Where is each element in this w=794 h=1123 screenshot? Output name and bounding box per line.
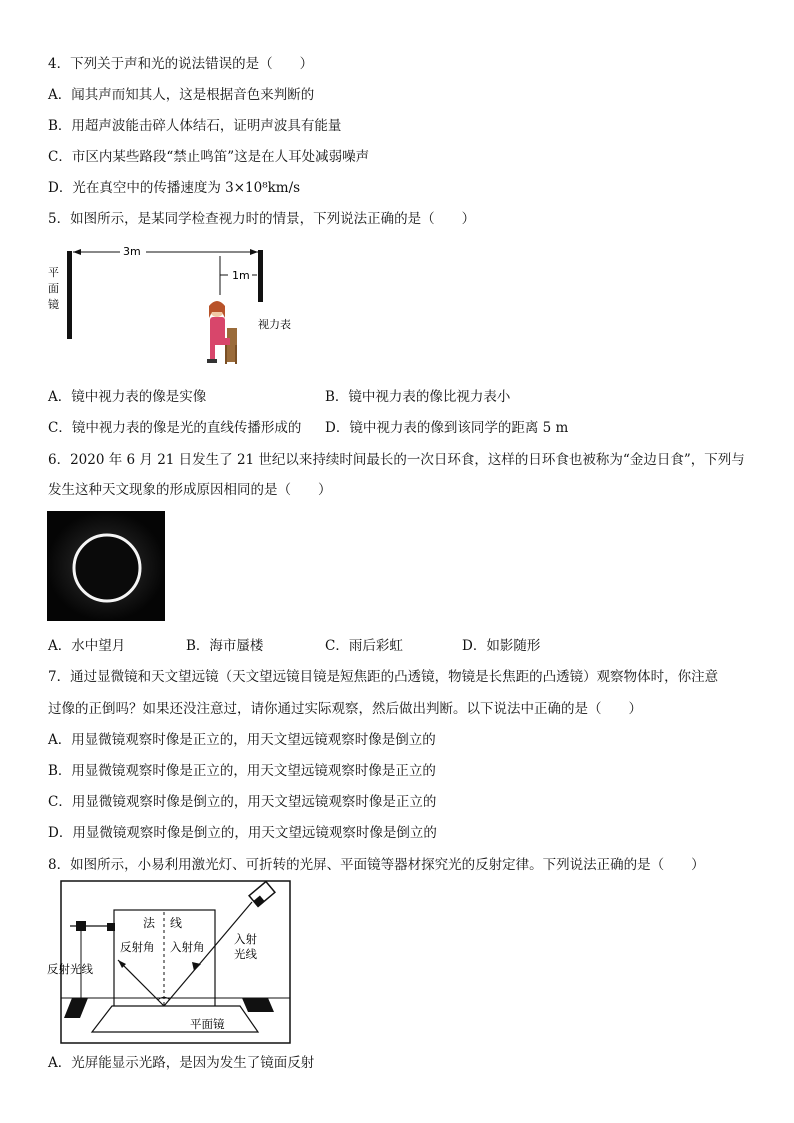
q5-option-d: D．镜中视力表的像到该同学的距离 5 m [325, 420, 569, 436]
q7-stem-line1: 7．通过显微镜和天文望远镜（天文望远镜目镜是短焦距的凸透镜，物镜是长焦距的凸透镜）观察物体时，你注意 [48, 669, 719, 685]
hinge [107, 923, 115, 931]
plane-mirror-base [92, 1006, 258, 1032]
arrow-head-right [250, 249, 258, 255]
eye-test-figure [44, 240, 324, 375]
incident-ray-label-1: 入射 [234, 932, 257, 946]
q6-option-d: D．如影随形 [462, 638, 541, 654]
arrow-head-left [73, 249, 81, 255]
foot-left [64, 998, 88, 1018]
distance-3m-label: 3m [123, 245, 141, 258]
laser-lamp [249, 882, 275, 907]
foot-right [242, 998, 274, 1012]
q4-stem: 4．下列关于声和光的说法错误的是（ ） [48, 56, 314, 72]
q4-option-c: C．市区内某些路段“禁止鸣笛”这是在人耳处减弱噪声 [48, 149, 370, 165]
q6-option-b: B．海市蜃楼 [186, 638, 264, 654]
q7-stem-line2: 过像的正倒吗？如果还没注意过，请你通过实际观察，然后做出判断。以下说法中正确的是（ ） [48, 701, 642, 717]
chart-label: 视力表 [258, 318, 291, 331]
incident-ray-label-2: 光线 [234, 947, 257, 961]
reflected-ray-label: 反射光线 [47, 962, 93, 976]
eye-chart [258, 250, 263, 302]
q7-option-b: B．用显微镜观察时像是正立的，用天文望远镜观察时像是正立的 [48, 763, 436, 779]
q8-stem: 8．如图所示，小易利用激光灯、可折转的光屏、平面镜等器材探究光的反射定律。下列说法正确的是（ ） [48, 857, 705, 873]
mirror-label-3: 镜 [48, 298, 59, 311]
q4-option-b: B．用超声波能击碎人体结石，证明声波具有能量 [48, 118, 342, 134]
q7-option-a: A．用显微镜观察时像是正立的，用天文望远镜观察时像是倒立的 [48, 732, 436, 748]
q6-option-c: C．雨后彩虹 [325, 638, 403, 654]
q7-option-d: D．用显微镜观察时像是倒立的，用天文望远镜观察时像是倒立的 [48, 825, 437, 841]
reflect-angle-label: 反射角 [120, 940, 155, 954]
q5-option-c: C．镜中视力表的像是光的直线传播形成的 [48, 420, 302, 436]
q4-option-d: D．光在真空中的传播速度为 3×10⁸km/s [48, 180, 301, 196]
q7-option-c: C．用显微镜观察时像是倒立的，用天文望远镜观察时像是正立的 [48, 794, 437, 810]
mirror-label: 平面镜 [190, 1017, 225, 1031]
q5-option-a: A．镜中视力表的像是实像 [48, 389, 207, 405]
annular-eclipse-photo [47, 511, 165, 621]
normal-label-1: 法 [143, 916, 156, 930]
q5-option-b: B．镜中视力表的像比视力表小 [325, 389, 511, 405]
plane-mirror [67, 251, 72, 339]
mirror-label-1: 平 [48, 266, 59, 279]
incident-angle-label: 入射角 [170, 940, 205, 954]
q5-stem: 5．如图所示，是某同学检查视力时的情景，下列说法正确的是（ ） [48, 211, 476, 227]
q6-option-a: A．水中望月 [48, 638, 126, 654]
q8-option-a: A．光屏能显示光路，是因为发生了镜面反射 [48, 1055, 315, 1071]
eclipse-ring [74, 535, 140, 601]
distance-1m-label: 1m [232, 269, 250, 282]
mirror-label-2: 面 [48, 282, 59, 295]
reflection-experiment-figure [47, 880, 292, 1044]
normal-label-2: 线 [170, 916, 183, 930]
q6-stem-line1: 6．2020 年 6 月 21 日发生了 21 世纪以来持续时间最长的一次日环食，这样的日环食也被称为“金边日食”，下列与 [48, 452, 745, 468]
q4-option-a: A．闻其声而知其人，这是根据音色来判断的 [48, 87, 315, 103]
student-figure [207, 301, 237, 364]
q6-stem-line2: 发生这种天文现象的形成原因相同的是（ ） [48, 482, 332, 498]
